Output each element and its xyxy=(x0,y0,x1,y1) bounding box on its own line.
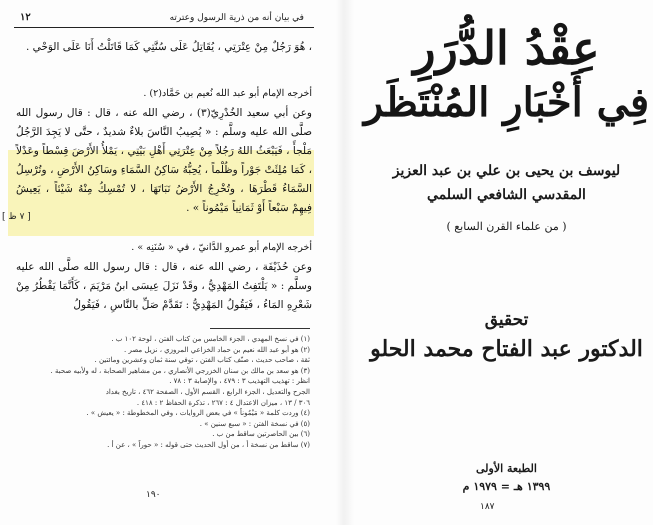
footnote-line: (١) في نسخ المهدي ، الجزء الخامس من كتاب الفتن ، لوحة ١٠٢ ب . xyxy=(111,335,310,343)
footnote-rule xyxy=(210,328,310,329)
footnote-line: الجرح والتعديل ، الجزء الرابع ، القسم الأول ، الصفحة ٤٦٢ ، تاريخ بغداد xyxy=(105,387,310,396)
running-head-page-number: ١٢ xyxy=(20,12,31,23)
book-gutter xyxy=(336,0,354,525)
paragraph-4: أخرجه الإمام أبو عمرو الدَّانيّ ، في « سُنَنِه » . xyxy=(131,242,312,253)
paragraph-5: وعن حُذَيْفَة ، رضي الله عنه ، قال : قال رسول الله صلَّى الله عليه وسلَّم : « يَلْتَفِتُ المَهْدِيُّ ، وقَدْ نَزَلَ عِيسَى ابنُ مَرْيَمَ ، كَأَنَّمَا يَقْطُرُ مِنْ شَعْرِهِ المَاءُ ، فَيَقُولُ المَهْدِيُّ : تَقَدَّمْ صَلِّ بالنَّاسِ ، فَيَقُولُ xyxy=(16,261,312,311)
edition-label: الطبعة الأولى xyxy=(476,462,537,475)
footnote-line: (٣) هو سعد بن مالك بن سنان الخزرجي الأنصاري ، من مشاهير الصحابة ، له ولأبيه صحبة . xyxy=(50,366,310,375)
editor-name: الدكتور عبد الفتاح محمد الحلو xyxy=(370,336,643,362)
tahqiq-label: تحقيق xyxy=(484,310,529,330)
footnotes xyxy=(22,334,310,451)
page-number-left: ١٩٠ xyxy=(146,490,161,500)
book-title-line-2: فِي أَخْبَارِ المُنْتَظَر xyxy=(363,79,650,126)
running-head xyxy=(14,10,314,28)
footnote-line: (٢) هو أبو عبد الله نعيم بن حماد الخزاعي المروزي ، نزيل مصر . xyxy=(124,345,310,354)
author-era: ( من علماء القرن السابع ) xyxy=(446,220,567,233)
running-head-title: في بيان أنه من ذرية الرسول وعترته xyxy=(169,13,304,23)
header-rule xyxy=(14,27,314,28)
paragraph-1: ، هُوَ رَجُلٌ مِنْ عِتْرَتِي ، يُقَاتِلُ عَلَى سُنَّتِي كَمَا قَاتَلْتُ أَنَا عَلَى الوَحْي . xyxy=(25,41,312,53)
paragraph-3: وعن أبي سعيد الخُدْرِيّ(٣) ، رضي الله عنه ، قال : قال رسول الله صلَّى الله عليه وسلَّم : « يُصِيبُ النَّاسَ بلاءٌ شديدٌ ، حتَّى لا يَجِدَ الرَّجُلُ مَلْجأً ، فَيَبْعَثُ اللهُ رَجُلاً مِنْ عِتْرَتِي أَهْلِ بَيْتِي ، يَمْلأُ الأَرْضَ قِسْطاً وعَدْلاً ، كَمَا مُلِئَتْ جَوْراً وظُلْماً ، يُحِبُّهُ سَاكِنُ السَّمَاءِ وسَاكِنُ الأَرْضِ ، وتُرْسِلُ السَّمَاءُ قَطْرَهَا ، وتُخْرِجُ الأَرْضُ نَبَاتَهَا ، لا تُمْسِكُ مِنْهُ شَيْئاً ، يَعِيشُ فِيهِمْ سَبْعاً أَوْ ثَمَانِياً مَيْمُوناً » . xyxy=(16,107,312,214)
book-title-line-1: عِقْدُ الدُّرَرِ xyxy=(413,21,600,75)
right-page xyxy=(360,0,653,525)
footnote-line: ثقة ، صاحب حديث ، صنّف كتاب الفتن ، توفي سنة ثمان وعشرين ومائتين . xyxy=(94,356,310,365)
edition-date: ١٣٩٩ هـ = ١٩٧٩ م xyxy=(462,480,551,493)
footnote-line: ٣٠٦ / ١٣ ، ميزان الاعتدال ٤ : ٢٦٧ ، تذكرة الحفاظ ٢ : ٤١٨ . xyxy=(136,398,310,407)
author-line-1: ليوسف بن يحيى بن علي بن عبد العزيز xyxy=(392,163,621,179)
footnote-line: (٤) وردت كلمة « مَيْمُوناً » في بعض الروايات ، وفي المخطوطة : « يعيش » . xyxy=(86,409,310,418)
paragraph-2: أخرجه الإمام أبو عبد الله نُعيم بن حَمَّاد(٢) . xyxy=(143,88,312,99)
page-number-right: ١٨٧ xyxy=(480,502,495,512)
author-line-2: المقدسي الشافعي السلمي xyxy=(427,187,586,203)
footnote-line: انظر : تهذيب التهذيب ٣ : ٤٧٩ ، والإصابة ٣ : ٧٨ . xyxy=(169,377,310,386)
footnote-line: (٧) ساقط من نسخة أ ، من أول الحديث حتى قوله : « حوراً » ، عن أ . xyxy=(107,440,310,449)
footnote-line: (٥) في نسخة الفتن : « سبع سنين » . xyxy=(199,419,310,428)
footnote-line: (٦) بين الحاصرتين ساقط من ب . xyxy=(212,430,310,439)
margin-reference: [ ٧ ظ ] xyxy=(2,212,31,222)
